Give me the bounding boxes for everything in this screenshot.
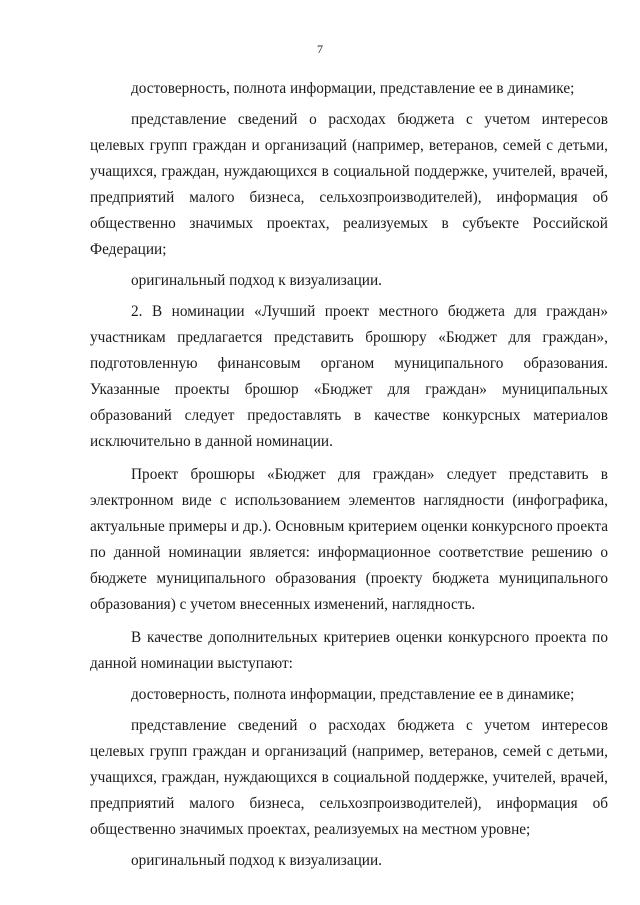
paragraph: достоверность, полнота информации, представление ее в динамике;	[131, 80, 575, 97]
document-body	[90, 76, 608, 874]
paragraph: оригинальный подход к визуализации.	[131, 272, 382, 289]
paragraph: достоверность, полнота информации, представление ее в динамике;	[131, 686, 575, 703]
paragraph: Проект брошюры «Бюджет для граждан» следует представить в электронном виде с использованием элементов наглядности (инфографика, актуальные примеры и др.). Основным критерием оценки конкурсного проекта по данной номинации является: информационное соответствие решению о бюджете муниципального образования (проекту бюджета муниципального образования) с учетом внесенных изменений, наглядность.	[90, 466, 608, 613]
paragraph: В качестве дополнительных критериев оценки конкурсного проекта по данной номинации выступают:	[90, 629, 608, 672]
paragraph: оригинальный подход к визуализации.	[131, 852, 382, 869]
paragraph: представление сведений о расходах бюджета с учетом интересов целевых групп граждан и организаций (например, ветеранов, семей с детьми, учащихся, граждан, нуждающихся в социальной поддержке, учителей, врачей, предприятий малого бизнеса, сельхозпроизводителей), информация об общественно значимых проектах, реализуемых на местном уровне;	[90, 717, 608, 838]
page-number: 7	[317, 42, 323, 56]
paragraph: 2. В номинации «Лучший проект местного бюджета для граждан» участникам предлагается представить брошюру «Бюджет для граждан», подготовленную финансовым органом муниципального образования. Указанные проекты брошюр «Бюджет для граждан» муниципальных образований следует предоставлять в качестве конкурсных материалов исключительно в данной номинации.	[90, 303, 608, 450]
paragraph: представление сведений о расходах бюджета с учетом интересов целевых групп граждан и организаций (например, ветеранов, семей с детьми, учащихся, граждан, нуждающихся в социальной поддержке, учителей, врачей, предприятий малого бизнеса, сельхозпроизводителей), информация об общественно значимых проектах, реализуемых в субъекте Российской Федерации;	[90, 111, 608, 258]
